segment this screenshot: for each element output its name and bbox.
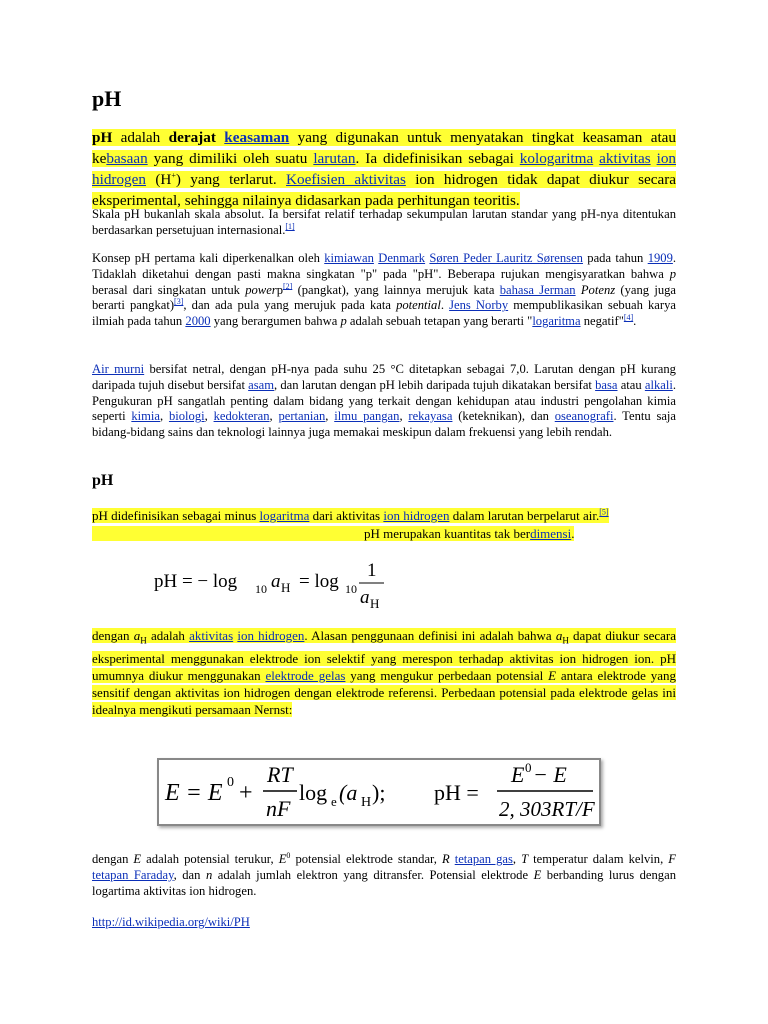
link-ion-hidrogen[interactable]: ion hidrogen xyxy=(92,150,677,188)
link-tetapan-gas[interactable]: tetapan gas xyxy=(454,852,513,866)
air-paragraph: Air murni bersifat netral, dengan pH-nya pada suhu 25 °C ditetapkan sebagai 7,0. Larutan dengan pH kurang daripada tujuh disebut bersifat asam, dan larutan dengan pH lebih daripada tujuh dikatakan bersifat basa atau alkali. Pengukuran pH sangatlah penting dalam bidang yang terkait dengan kehidupan atau industri pengolahan kimia seperti kimia, biologi, kedokteran, pertanian, ilmu pangan, rekayasa (keteknikan), dan oseanografi. Tentu saja bidang-bidang sains dan teknologi lainnya juga memakai meskipun dalam frekuensi yang lebih rendah. xyxy=(92,362,677,440)
link-asam[interactable]: asam xyxy=(248,377,275,392)
link-rekayasa[interactable]: rekayasa xyxy=(408,409,453,424)
definition-paragraph: pH didefinisikan sebagai minus logaritma dari aktivitas ion hidrogen dalam larutan berpelarut air.[5]pH merupakan kuantitas tak berdimensi. xyxy=(92,507,609,541)
svg-text:H: H xyxy=(281,580,291,595)
link-air-murni[interactable]: Air murni xyxy=(92,362,145,376)
link-aktivitas[interactable]: aktivitas xyxy=(599,150,651,167)
svg-text:pH =: pH = xyxy=(434,780,479,805)
lede-paragraph: pH adalah derajat keasaman yang digunakan untuk menyatakan tingkat keasaman atau kebasaan yang dimiliki oleh suatu larutan. Ia didefinisikan sebagai kologaritma aktivitas ion hidrogen (H+) yang terlarut. Koefisien aktivitas ion hidrogen tidak dapat diukur secara eksperimental, sehingga nilainya didasarkan pada perhitungan teoritis. xyxy=(92,129,677,209)
link-koefisien-aktivitas[interactable]: Koefisien aktivitas xyxy=(286,171,406,188)
link-tetapan-faraday[interactable]: tetapan Faraday xyxy=(92,867,174,882)
link-basaan[interactable]: basaan xyxy=(106,150,148,167)
link-oseanografi[interactable]: oseanografi xyxy=(554,409,614,424)
nernst-formula-image xyxy=(157,758,601,826)
link-logaritma-2[interactable]: logaritma xyxy=(259,508,310,523)
svg-text:E: E xyxy=(511,762,525,787)
svg-text:H: H xyxy=(361,795,372,810)
svg-text:a: a xyxy=(271,571,281,592)
svg-text:E = E: E = E xyxy=(165,780,223,806)
link-logaritma[interactable]: logaritma xyxy=(532,314,581,329)
link-denmark[interactable]: Denmark xyxy=(378,251,426,265)
svg-text:0: 0 xyxy=(525,760,532,775)
svg-text:(a: (a xyxy=(339,780,358,805)
link-ion-hidrogen-3[interactable]: ion hidrogen xyxy=(237,628,305,643)
variables-paragraph: dengan E adalah potensial terukur, $E^0$ potensial elektrode standar, R tetapan gas, T temperatur dalam kelvin, F tetapan Faraday, dan n adalah jumlah elektron yang ditransfer. Potensial elektrode E berbanding lurus dengan logartima aktivitas ion hidrogen. xyxy=(92,850,676,898)
source-link-paragraph xyxy=(92,915,250,930)
svg-text:pH = − log: pH = − log xyxy=(154,571,238,592)
link-kologaritma[interactable]: kologaritma xyxy=(519,150,594,167)
scale-paragraph: Skala pH bukanlah skala absolut. Ia bersifat relatif terhadap sekumpulan larutan standar yang pH-nya ditentukan berdasarkan persetujuan internasional.[1] xyxy=(92,207,676,237)
svg-text:RT: RT xyxy=(267,762,293,787)
link-pertanian[interactable]: pertanian xyxy=(278,409,326,424)
link-dimensi[interactable]: dimensi xyxy=(530,526,572,541)
svg-text:1: 1 xyxy=(367,560,377,581)
link-biologi[interactable]: biologi xyxy=(168,409,205,424)
link-sorensen[interactable]: Søren Peder Lauritz Sørensen xyxy=(429,251,583,265)
link-kimiawan[interactable]: kimiawan xyxy=(324,251,374,265)
link-elektrode-gelas[interactable]: elektrode gelas xyxy=(265,668,346,683)
svg-text:10: 10 xyxy=(255,582,267,596)
link-bahasa-jerman[interactable]: bahasa Jerman xyxy=(499,282,576,297)
svg-text:10: 10 xyxy=(345,582,357,596)
link-ilmu-pangan[interactable]: ilmu pangan xyxy=(334,409,400,424)
page-title: pH xyxy=(92,86,122,111)
link-alkali[interactable]: alkali xyxy=(644,377,673,392)
dengan-paragraph: dengan $a_H$ adalah aktivitas ion hidrogen. Alasan penggunaan definisi ini adalah bahwa $a_H$ dapat diukur secara eksperimental menggunakan elektrode ion selektif yang merespon terhadap aktivitas ion hidrogen ion. pH umumnya diukur menggunakan elektrode gelas yang mengukur perbedaan potensial E antara elektrode yang sensitif dengan aktivitas ion hidrogen dengan elektrode referensi. Perbedaan potensial pada elektrode gelas ini idealnya mengikuti persamaan Nernst: xyxy=(92,628,677,718)
svg-text:2, 303RT/F: 2, 303RT/F xyxy=(499,797,595,821)
ref-5[interactable]: [5] xyxy=(599,507,609,517)
svg-text:+: + xyxy=(239,780,253,806)
ref-4[interactable]: [4] xyxy=(623,313,634,322)
svg-text:H: H xyxy=(370,596,380,611)
link-keasaman[interactable]: keasaman xyxy=(224,129,290,146)
ref-2[interactable]: [2] xyxy=(282,281,293,291)
source-link[interactable]: http://id.wikipedia.org/wiki/PH xyxy=(92,915,250,929)
link-2000[interactable]: 2000 xyxy=(185,314,211,329)
link-1909[interactable]: 1909 xyxy=(647,251,673,265)
ph-formula xyxy=(154,558,454,618)
svg-text:log: log xyxy=(299,780,328,805)
link-aktivitas-2[interactable]: aktivitas xyxy=(189,628,234,643)
svg-text:);: ); xyxy=(372,780,386,805)
konsep-paragraph: Konsep pH pertama kali diperkenalkan oleh kimiawan Denmark Søren Peder Lauritz Sørensen pada tahun 1909. Tidaklah diketahui dengan pasti makna singkatan "p" pada "pH". Beberapa rujukan mengisyaratkan bahwa p berasal dari singkatan untuk powerp[2] (pangkat), yang lainnya merujuk kata bahasa Jerman Potenz (yang juga berarti pangkat)[3], dan ada pula yang merujuk pada kata potential. Jens Norby mempublikasikan sebuah karya ilmiah pada tahun 2000 yang berargumen bahwa p adalah sebuah tetapan yang berarti "logaritma negatif"[4]. xyxy=(92,251,677,329)
link-jens-norby[interactable]: Jens Norby xyxy=(449,298,509,313)
lede-term: pH xyxy=(92,129,113,146)
ref-3[interactable]: [3] xyxy=(174,297,184,307)
link-basa[interactable]: basa xyxy=(595,377,618,392)
link-larutan[interactable]: larutan xyxy=(313,150,356,167)
link-kimia[interactable]: kimia xyxy=(131,409,161,424)
link-ion-hidrogen-2[interactable]: ion hidrogen xyxy=(383,508,450,523)
link-kedokteran[interactable]: kedokteran xyxy=(213,409,270,424)
ref-1[interactable]: [1] xyxy=(285,221,295,231)
svg-text:a: a xyxy=(360,587,370,608)
svg-text:0: 0 xyxy=(227,775,234,790)
nernst-formula xyxy=(159,760,599,824)
svg-text:= log: = log xyxy=(299,571,339,592)
section-heading: pH xyxy=(92,472,114,489)
svg-text:nF: nF xyxy=(266,796,291,821)
svg-text:e: e xyxy=(331,794,337,809)
svg-text:− E: − E xyxy=(533,762,567,787)
